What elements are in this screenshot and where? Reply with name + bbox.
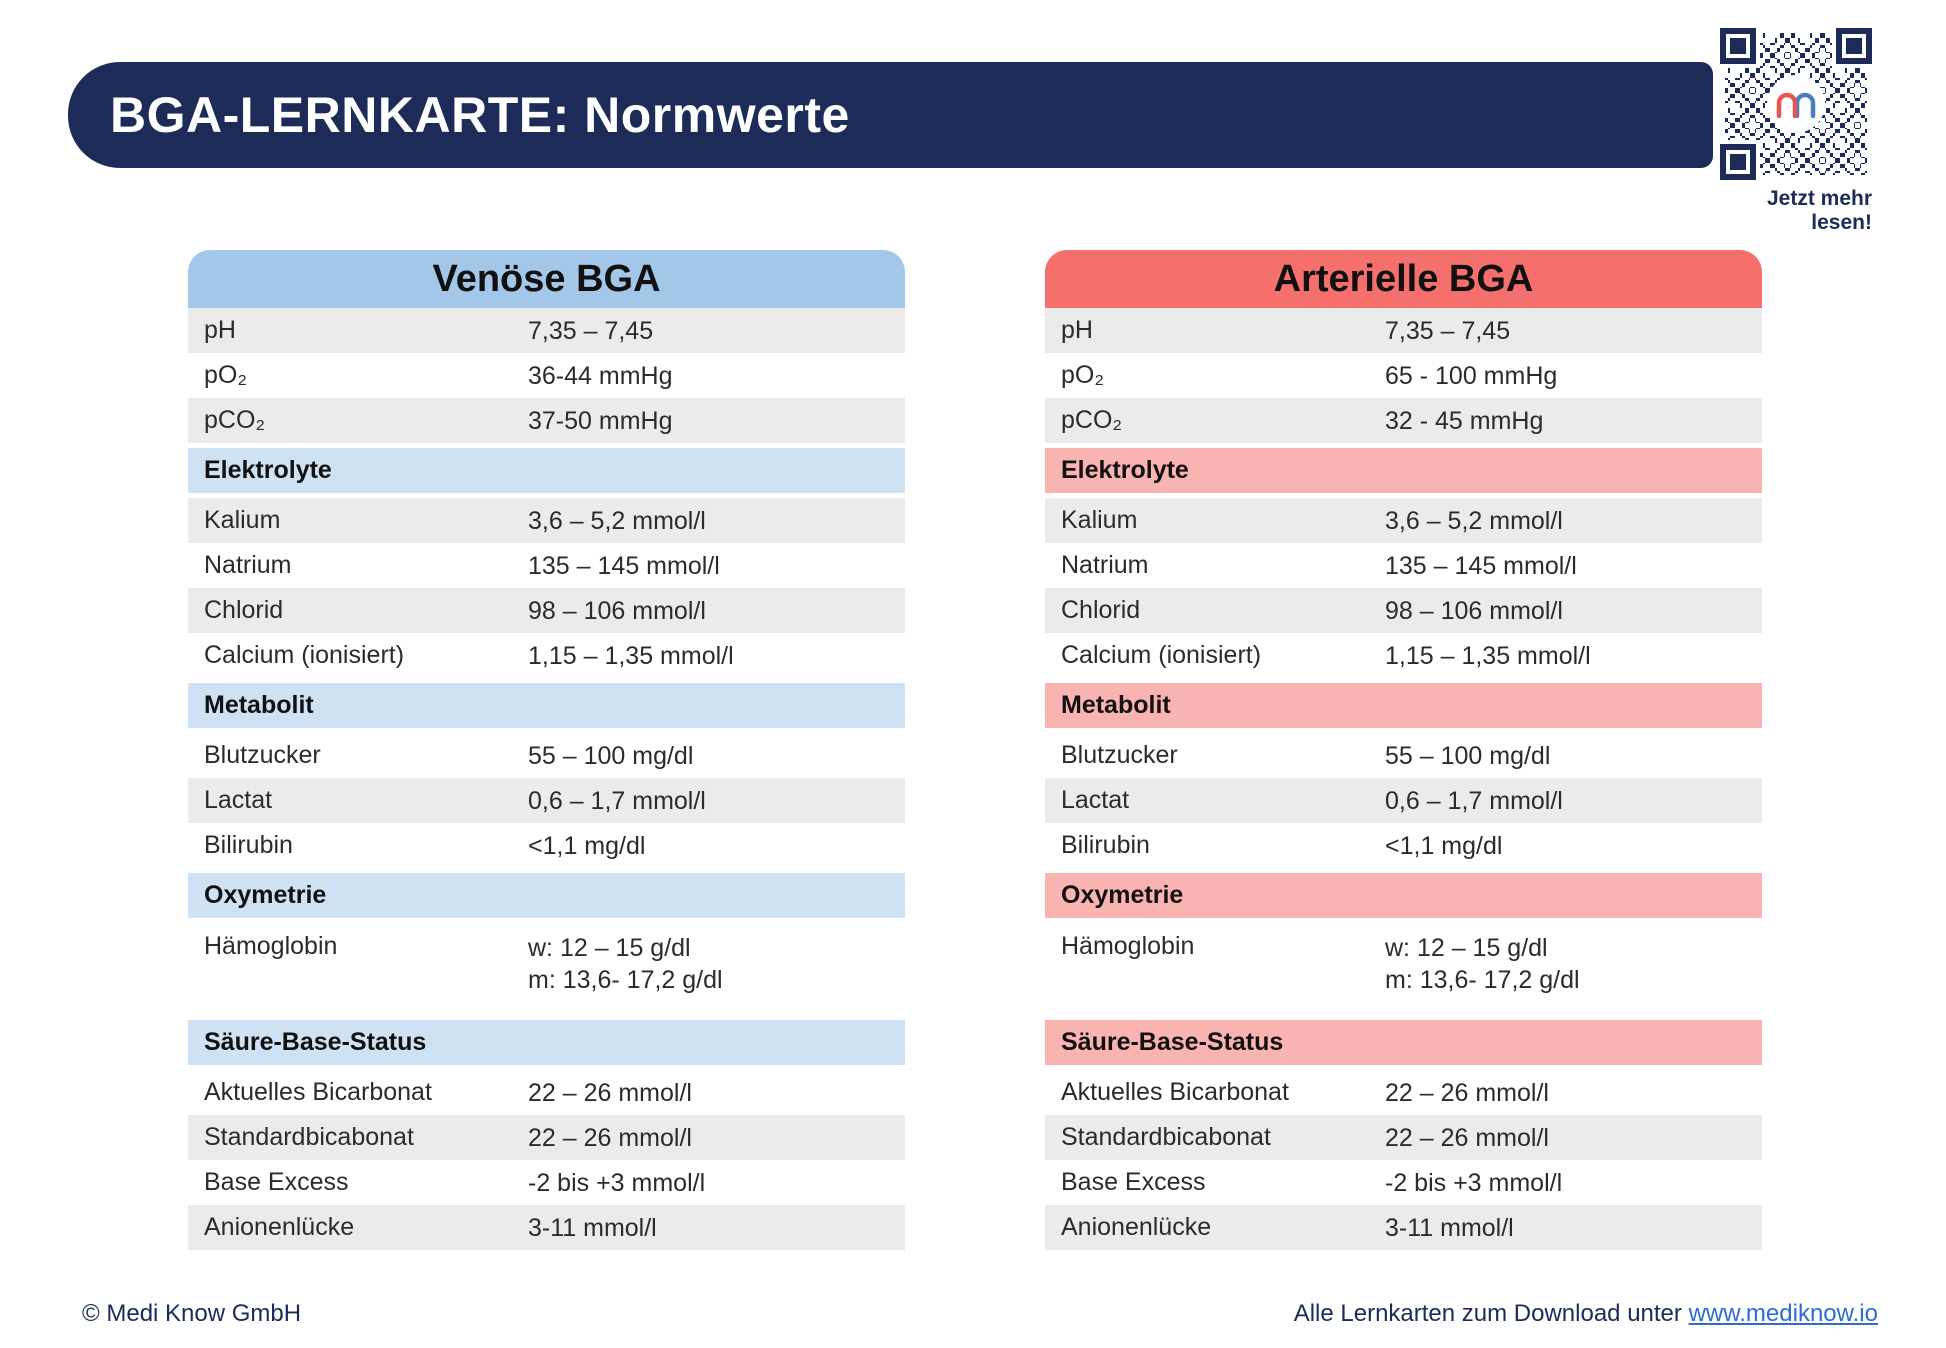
download-note — [1294, 1300, 1878, 1328]
section-header-row: Metabolit — [1045, 683, 1762, 728]
table-row — [1045, 733, 1762, 778]
table-venous-title: Venöse BGA — [188, 250, 905, 308]
table-row — [1045, 1115, 1762, 1160]
tables-container — [188, 250, 1762, 1250]
row-value: 0,6 – 1,7 mmol/l — [528, 786, 706, 815]
row-value: 55 – 100 mg/dl — [1385, 741, 1551, 770]
row-label: Bilirubin — [204, 831, 293, 859]
table-row — [1045, 1205, 1762, 1250]
table-venous — [188, 250, 905, 1250]
row-label: Hämoglobin — [1061, 932, 1195, 960]
row-value: w: 12 – 15 g/dl m: 13,6- 17,2 g/dl — [528, 934, 723, 994]
row-label: Calcium (ionisiert) — [204, 641, 405, 669]
mediknow-link[interactable]: www.mediknow.io — [1688, 1300, 1878, 1327]
table-arterial-rows — [1045, 308, 1762, 1250]
table-row — [1045, 588, 1762, 633]
table-row — [188, 823, 905, 868]
row-value: 22 – 26 mmol/l — [528, 1123, 692, 1152]
row-label: Natrium — [204, 551, 292, 579]
row-value: -2 bis +3 mmol/l — [1385, 1168, 1563, 1197]
row-label: Chlorid — [1061, 596, 1141, 624]
row-value: 22 – 26 mmol/l — [1385, 1078, 1549, 1107]
table-row — [188, 398, 905, 443]
row-value: 65 - 100 mmHg — [1385, 361, 1558, 390]
medi-know-logo-icon — [1767, 75, 1825, 133]
row-label: pCO₂ — [204, 406, 266, 434]
row-label: Natrium — [1061, 551, 1149, 579]
row-value: 135 – 145 mmol/l — [1385, 551, 1577, 580]
row-label: Aktuelles Bicarbonat — [204, 1078, 432, 1106]
table-arterial — [1045, 250, 1762, 1250]
row-label: pO₂ — [204, 361, 248, 389]
row-value: 37-50 mmHg — [528, 406, 673, 435]
table-row — [188, 778, 905, 823]
table-row — [188, 1160, 905, 1205]
table-row — [1045, 1070, 1762, 1115]
row-label: Chlorid — [204, 596, 284, 624]
row-value: -2 bis +3 mmol/l — [528, 1168, 706, 1197]
table-row — [188, 1205, 905, 1250]
table-row — [188, 733, 905, 778]
qr-block — [1712, 28, 1872, 235]
row-value: 3,6 – 5,2 mmol/l — [528, 506, 706, 535]
section-header-row: Säure-Base-Status — [1045, 1020, 1762, 1065]
row-label: Blutzucker — [1061, 741, 1178, 769]
page-title: BGA-LERNKARTE: Normwerte — [110, 87, 850, 143]
row-value: 0,6 – 1,7 mmol/l — [1385, 786, 1563, 815]
table-row — [1045, 633, 1762, 678]
row-value: 7,35 – 7,45 — [1385, 316, 1511, 345]
table-row — [188, 588, 905, 633]
qr-caption: Jetzt mehr lesen! — [1766, 187, 1872, 234]
row-value: 3-11 mmol/l — [528, 1213, 657, 1242]
row-label: Base Excess — [1061, 1168, 1206, 1196]
row-label: Calcium (ionisiert) — [1061, 641, 1262, 669]
table-row — [188, 353, 905, 398]
table-row — [1045, 543, 1762, 588]
row-label: Lactat — [204, 786, 273, 814]
row-label: Blutzucker — [204, 741, 321, 769]
table-row — [188, 1070, 905, 1115]
table-row — [1045, 778, 1762, 823]
row-label: Bilirubin — [1061, 831, 1150, 859]
table-row — [188, 923, 905, 1015]
table-arterial-title: Arterielle BGA — [1045, 250, 1762, 308]
qr-code — [1720, 28, 1872, 180]
row-label: Kalium — [204, 506, 281, 534]
table-venous-rows — [188, 308, 905, 1250]
table-row — [188, 1115, 905, 1160]
section-header-row: Elektrolyte — [188, 448, 905, 493]
table-row — [1045, 923, 1762, 1015]
row-label: Lactat — [1061, 786, 1130, 814]
row-value: 32 - 45 mmHg — [1385, 406, 1544, 435]
row-value: 22 – 26 mmol/l — [1385, 1123, 1549, 1152]
table-row — [1045, 398, 1762, 443]
row-value: 3,6 – 5,2 mmol/l — [1385, 506, 1563, 535]
footer — [82, 1300, 1878, 1328]
row-value: 7,35 – 7,45 — [528, 316, 654, 345]
row-label: Aktuelles Bicarbonat — [1061, 1078, 1289, 1106]
row-value: <1,1 mg/dl — [528, 831, 646, 860]
table-row — [1045, 498, 1762, 543]
download-text: Alle Lernkarten zum Download unter — [1293, 1300, 1682, 1327]
row-value: 55 – 100 mg/dl — [528, 741, 694, 770]
table-row — [1045, 308, 1762, 353]
table-row — [1045, 1160, 1762, 1205]
row-label: Base Excess — [204, 1168, 349, 1196]
row-label: pH — [204, 316, 236, 344]
table-row — [1045, 823, 1762, 868]
section-header-row: Oxymetrie — [1045, 873, 1762, 918]
row-value: <1,1 mg/dl — [1385, 831, 1503, 860]
section-header-row: Säure-Base-Status — [188, 1020, 905, 1065]
row-label: pH — [1061, 316, 1093, 344]
row-value: 98 – 106 mmol/l — [1385, 596, 1563, 625]
table-row — [1045, 353, 1762, 398]
row-label: Anionenlücke — [204, 1213, 355, 1241]
row-value: 36-44 mmHg — [528, 361, 673, 390]
qr-finder-icon — [1720, 144, 1756, 180]
qr-finder-icon — [1720, 28, 1756, 64]
table-row — [188, 498, 905, 543]
row-value: 22 – 26 mmol/l — [528, 1078, 692, 1107]
row-value: 1,15 – 1,35 mmol/l — [1385, 641, 1591, 670]
row-value: 98 – 106 mmol/l — [528, 596, 706, 625]
row-value: 1,15 – 1,35 mmol/l — [528, 641, 734, 670]
row-value: w: 12 – 15 g/dl m: 13,6- 17,2 g/dl — [1385, 934, 1580, 994]
row-value: 3-11 mmol/l — [1385, 1213, 1514, 1242]
row-label: pCO₂ — [1061, 406, 1123, 434]
row-label: Kalium — [1061, 506, 1138, 534]
section-header-row: Metabolit — [188, 683, 905, 728]
row-label: Standardbicabonat — [1061, 1123, 1271, 1151]
section-header-row: Oxymetrie — [188, 873, 905, 918]
row-label: Anionenlücke — [1061, 1213, 1212, 1241]
section-header-row: Elektrolyte — [1045, 448, 1762, 493]
table-row — [188, 543, 905, 588]
title-banner — [68, 62, 1713, 168]
row-label: Hämoglobin — [204, 932, 338, 960]
row-value: 135 – 145 mmol/l — [528, 551, 720, 580]
row-label: pO₂ — [1061, 361, 1105, 389]
qr-finder-icon — [1836, 28, 1872, 64]
row-label: Standardbicabonat — [204, 1123, 414, 1151]
table-row — [188, 633, 905, 678]
copyright: © Medi Know GmbH — [82, 1300, 302, 1327]
table-row — [188, 308, 905, 353]
